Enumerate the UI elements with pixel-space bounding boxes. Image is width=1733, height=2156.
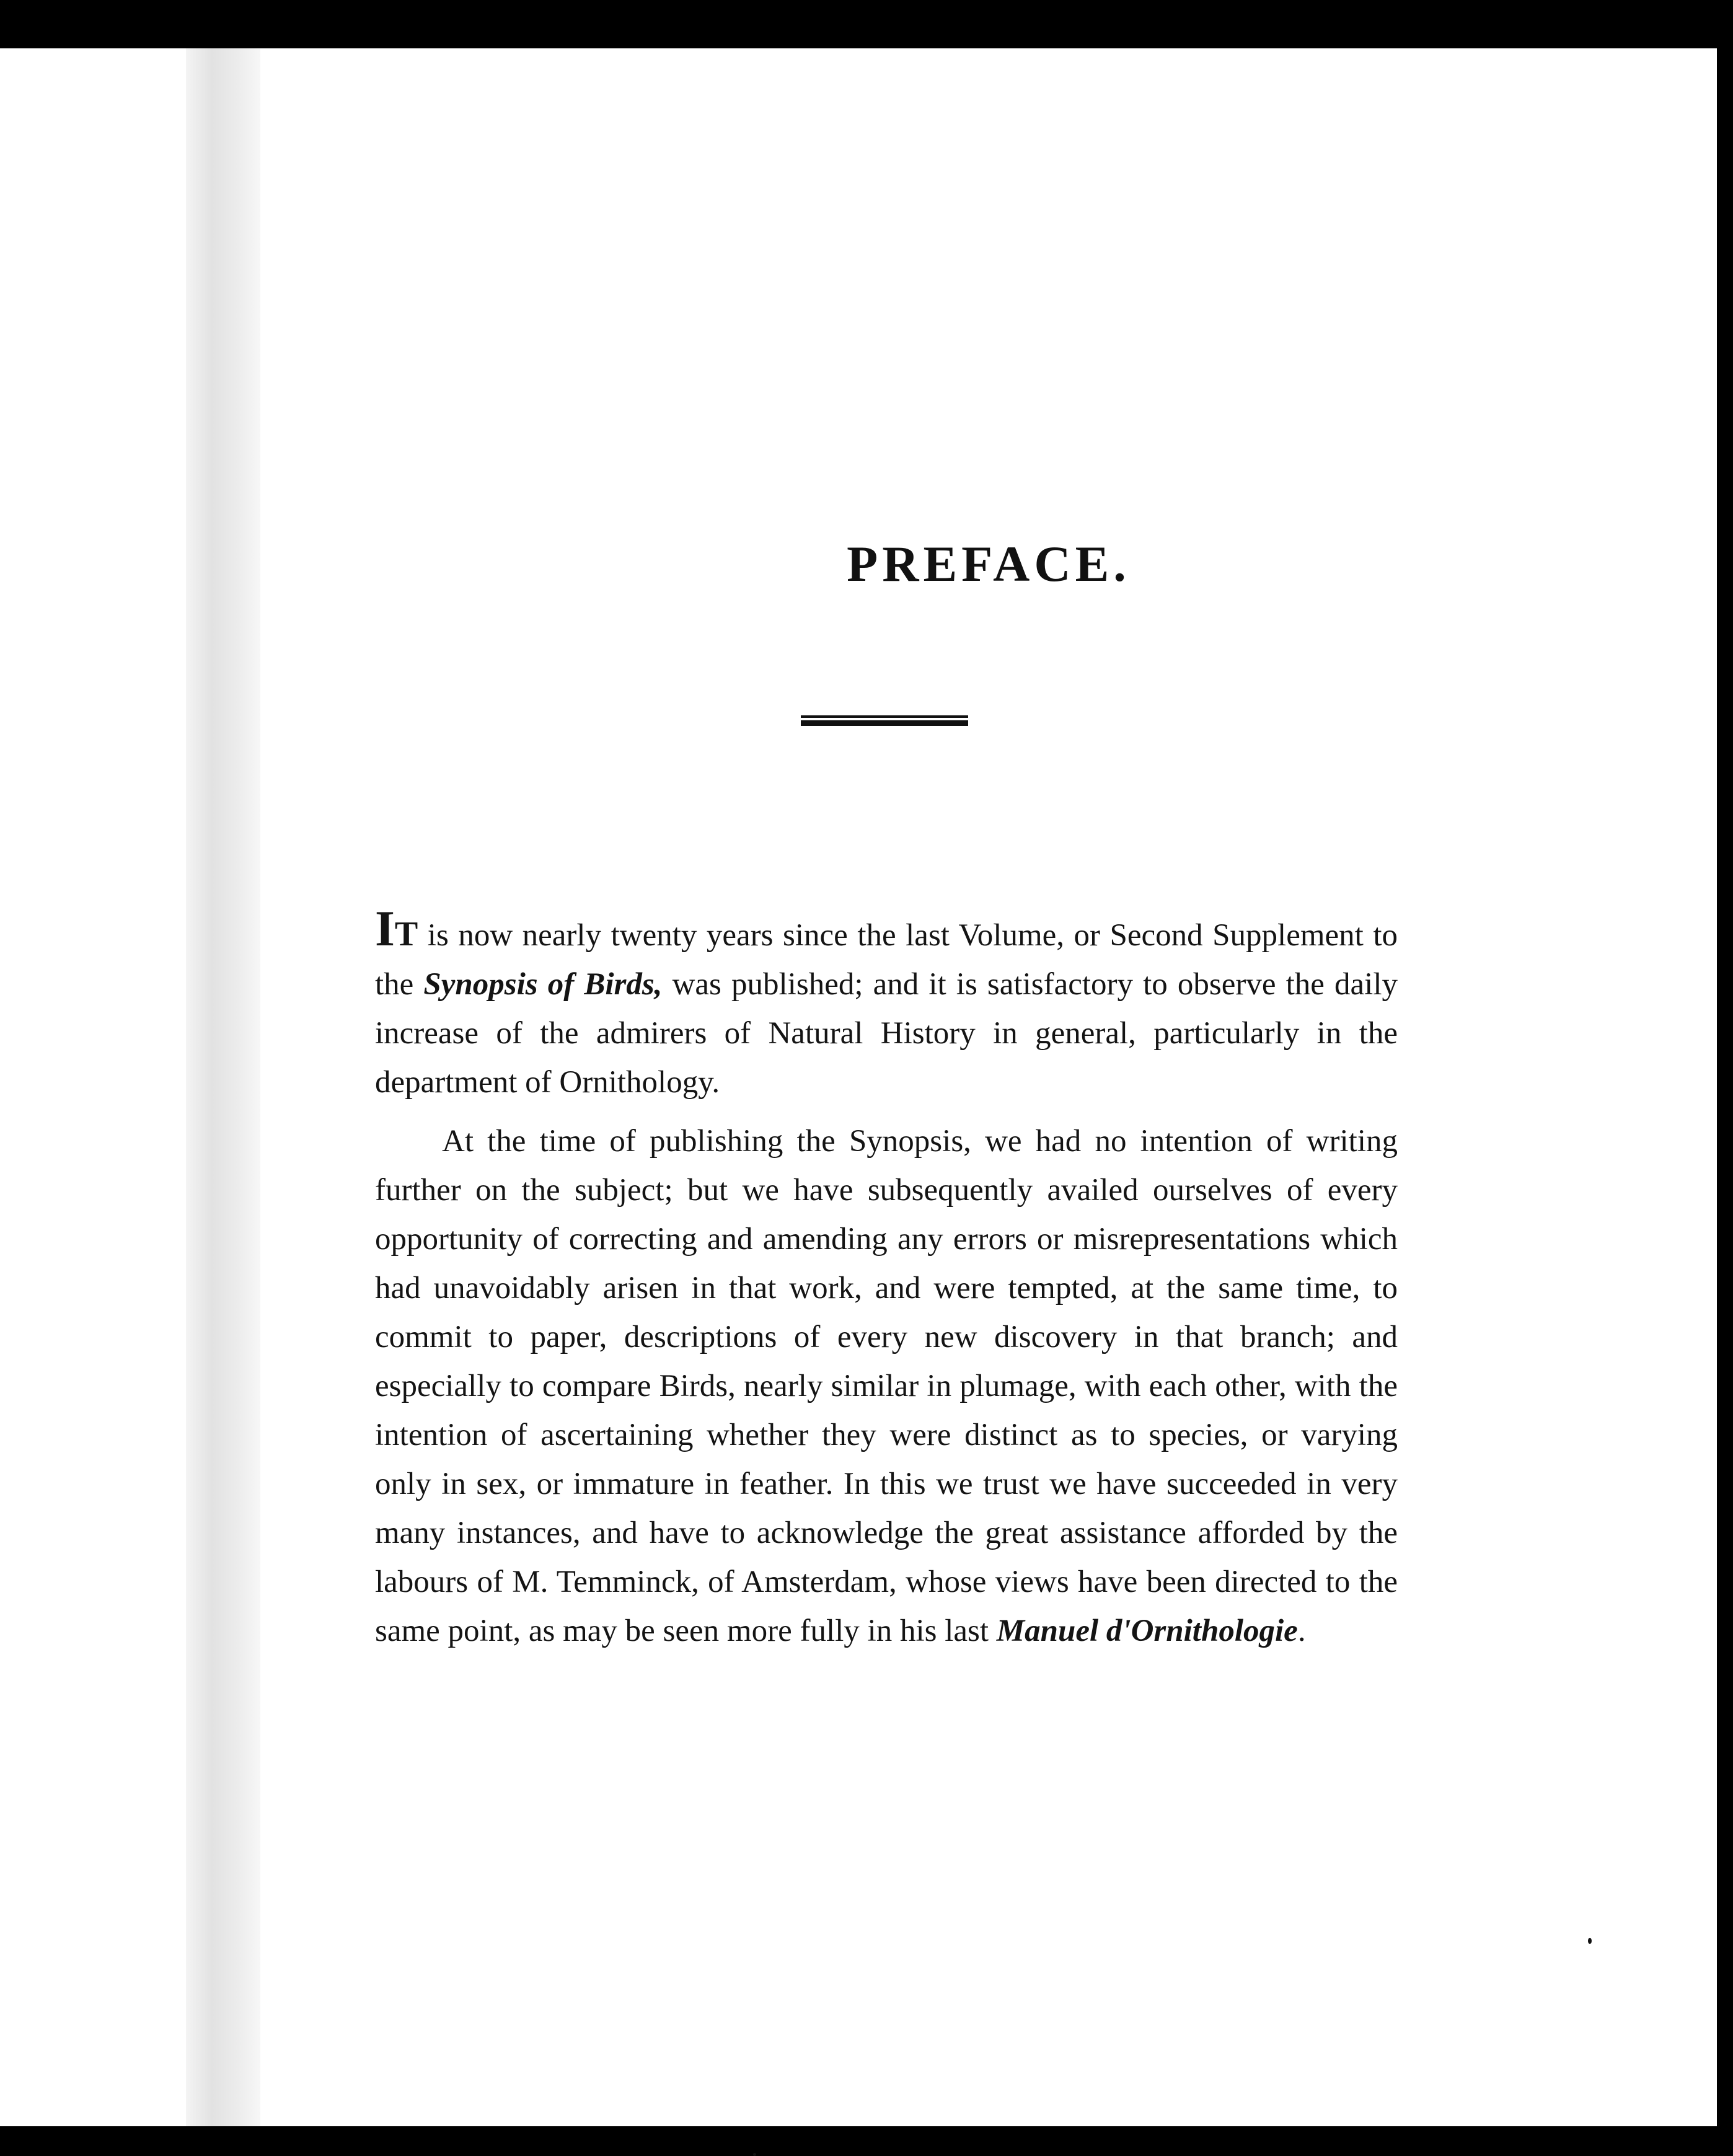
paragraph-1-italic-title: Synopsis of Birds,: [423, 967, 663, 1002]
paragraph-2-italic-title: Manuel d'Ornithologie: [996, 1614, 1298, 1648]
gutter-shadow: [186, 48, 260, 2126]
divider-thick-line: [801, 720, 968, 726]
page-title: PREFACE.: [847, 536, 1131, 592]
book-page: [260, 48, 1717, 2126]
paragraph-1-text-start: is now nearly twenty years since the last Volume, or Second Supplement to the: [375, 918, 1398, 1002]
page-speck: [753, 2153, 756, 2156]
paragraph-2-text-end: .: [1297, 1614, 1306, 1648]
divider-thin-line: [801, 715, 968, 718]
lead-small-caps: T: [394, 915, 418, 953]
preface-body: [375, 900, 1398, 1656]
page-top-edge: [260, 48, 1717, 50]
page-speck: [1588, 1938, 1592, 1944]
paragraph-2-text-start: At the time of publishing the Synopsis, we had no intention of writing further on the subject; but we have subsequently availed ourselves of every opportunity of correcting and amending any errors or misrepresentations which had unavoidably arisen in that work, and were tempted, at the same time, to commit to paper, descriptions of every new discovery in that branch; and especially to compare Birds, nearly similar in plumage, with each other, with the intention of ascertaining whether they were distinct as to species, or varying only in sex, or immature in feather. In this we trust we have succeeded in very many instances, and have to acknowledge the great assistance afforded by the labours of M. Temminck, of Amsterdam, whose views have been directed to the same point, as may be seen more fully in his last: [375, 1124, 1398, 1648]
paragraph-1: [375, 900, 1398, 1107]
title-divider-rule: [801, 715, 968, 726]
paragraph-2: [375, 1117, 1398, 1656]
paragraph-1-text-end: was published; and it is satisfactory to observe the daily increase of the admirers of Natural History in general, particularly in the department of Ornithology.: [375, 967, 1398, 1100]
drop-cap: I: [375, 900, 395, 957]
